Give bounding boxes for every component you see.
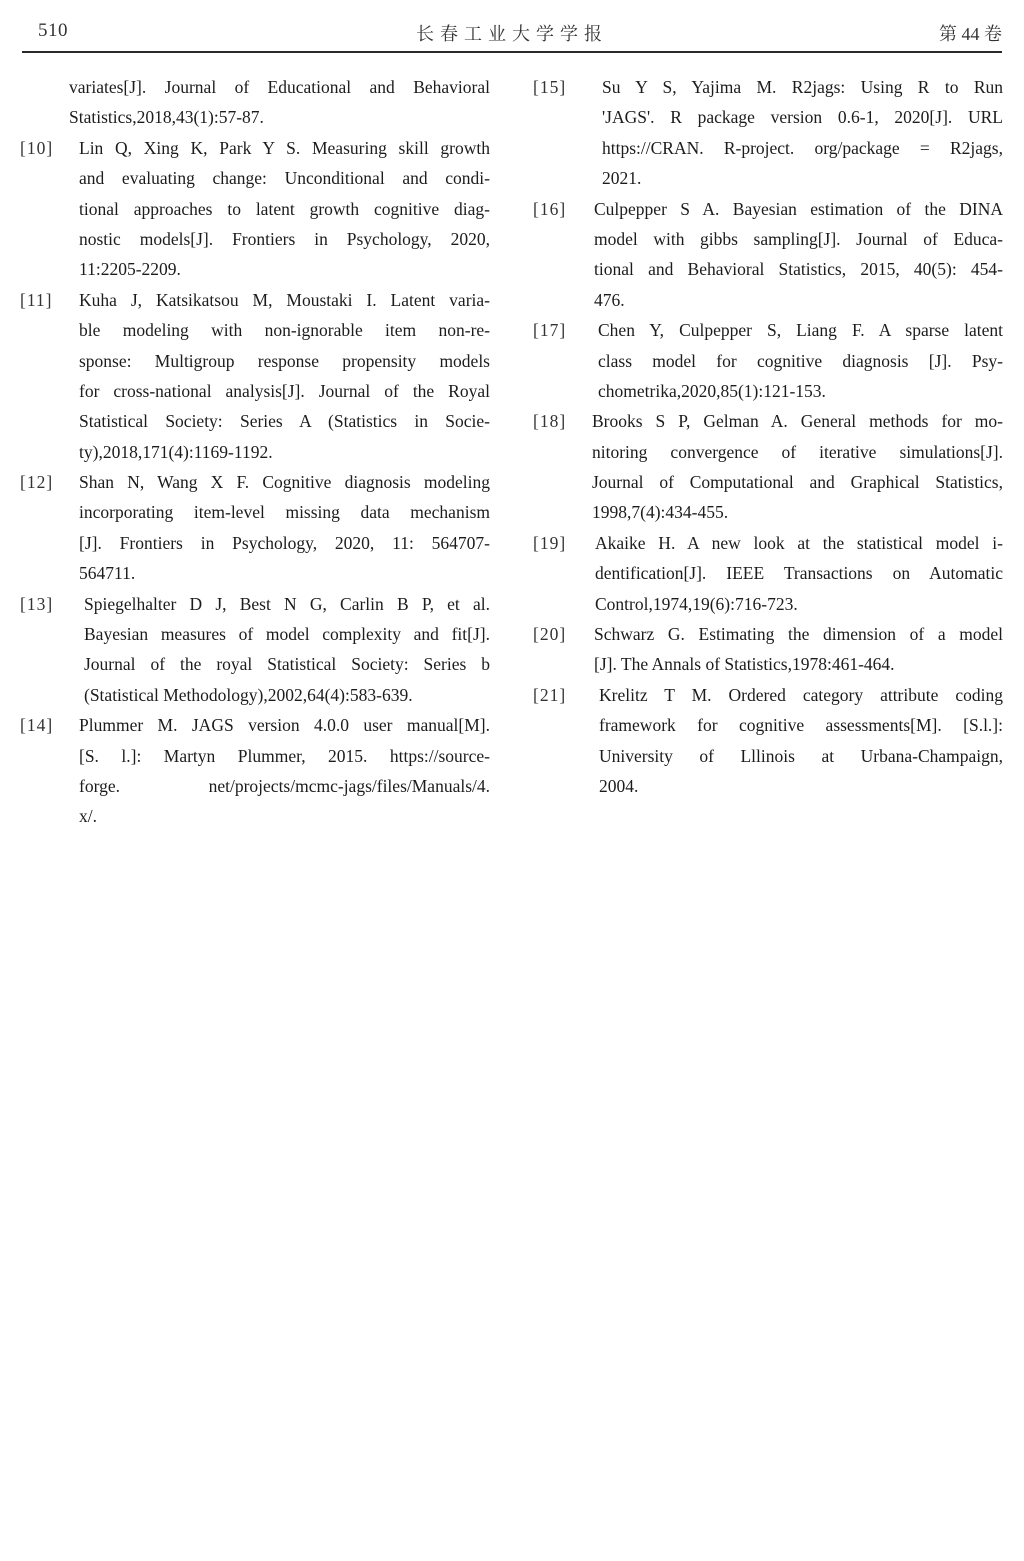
reference-number: [12] (20, 472, 54, 493)
reference-line: nitoring convergence of iterative simulations[J]. (592, 441, 1003, 462)
reference-line: Spiegelhalter D J, Best N G, Carlin B P, et al. (84, 593, 490, 614)
reference-line: for cross-national analysis[J]. Journal of the Royal (79, 380, 490, 401)
reference-entry (533, 406, 1003, 528)
reference-line: tional approaches to latent growth cognitive diag- (79, 198, 490, 219)
references-column-right (533, 72, 1003, 801)
reference-entry (20, 285, 490, 467)
reference-number: [18] (533, 411, 567, 432)
reference-text (20, 133, 490, 285)
reference-line: 'JAGS'. R package version 0.6-1, 2020[J]. URL (602, 107, 1003, 128)
reference-line: variates[J]. Journal of Educational and Behavioral (69, 77, 490, 97)
reference-line: Journal of the royal Statistical Society: Series b (84, 654, 490, 675)
reference-entry (533, 194, 1003, 316)
reference-line: Plummer M. JAGS version 4.0.0 user manual[M]. (79, 715, 490, 736)
page-number: 510 (38, 20, 68, 41)
reference-entry (20, 467, 490, 589)
reference-text (533, 72, 1003, 194)
reference-number: [14] (20, 715, 54, 736)
reference-entry (533, 619, 1003, 680)
reference-line: 11:2205-2209. (79, 259, 181, 280)
reference-text (533, 315, 1003, 406)
reference-text (20, 285, 490, 467)
reference-line: [S. l.]: Martyn Plummer, 2015. https://source- (79, 745, 490, 766)
reference-line: ty),2018,171(4):1169-1192. (79, 441, 273, 462)
reference-line: and evaluating change: Unconditional and condi- (79, 168, 490, 189)
reference-line: [J]. Frontiers in Psychology, 2020, 11: 564707- (79, 532, 490, 553)
reference-line: class model for cognitive diagnosis [J]. Psy- (598, 350, 1003, 371)
reference-line: 564711. (79, 563, 136, 584)
reference-line: Culpepper S A. Bayesian estimation of the DINA (594, 198, 1003, 219)
reference-line: Journal of Computational and Graphical Statistics, (592, 472, 1003, 493)
reference-line: Statistics,2018,43(1):57-87. (69, 107, 264, 128)
journal-title: 长春工业大学学报 (416, 24, 608, 44)
reference-line: Statistical Society: Series A (Statistics in Socie- (79, 411, 490, 432)
reference-entry (20, 72, 490, 133)
reference-entry (533, 72, 1003, 194)
reference-text (533, 194, 1003, 316)
references-column-left (20, 72, 490, 832)
reference-line: Schwarz G. Estimating the dimension of a model (594, 624, 1003, 645)
reference-line: Control,1974,19(6):716-723. (595, 593, 798, 614)
reference-line: Chen Y, Culpepper S, Liang F. A sparse latent (598, 320, 1003, 341)
reference-line: https://CRAN. R-project. org/package = R2jags, (602, 137, 1003, 158)
reference-line: [J]. The Annals of Statistics,1978:461-464. (594, 654, 895, 675)
reference-text (533, 528, 1003, 619)
reference-line: x/. (79, 806, 97, 827)
reference-line: tional and Behavioral Statistics, 2015, 40(5): 454- (594, 259, 1003, 280)
reference-number: [10] (20, 137, 54, 158)
reference-line: Shan N, Wang X F. Cognitive diagnosis modeling (79, 472, 490, 493)
reference-line: dentification[J]. IEEE Transactions on Automatic (595, 563, 1003, 584)
reference-line: Krelitz T M. Ordered category attribute coding (599, 684, 1003, 705)
reference-text (20, 589, 490, 711)
reference-number: [15] (533, 77, 567, 97)
reference-text (533, 406, 1003, 528)
reference-line: nostic models[J]. Frontiers in Psychology, 2020, (79, 228, 490, 249)
page-header (22, 0, 1002, 54)
header-rule (22, 51, 1002, 53)
reference-number: [17] (533, 320, 567, 341)
reference-number: [21] (533, 684, 567, 705)
reference-line: 2021. (602, 168, 642, 189)
reference-text (533, 619, 1003, 680)
reference-line: ble modeling with non-ignorable item non-re- (79, 320, 490, 341)
volume-label: 第 44 卷 (939, 24, 1002, 44)
reference-line: Bayesian measures of model complexity and fit[J]. (84, 624, 490, 645)
reference-line: Akaike H. A new look at the statistical model i- (595, 532, 1003, 553)
reference-line: (Statistical Methodology),2002,64(4):583-639. (84, 684, 413, 705)
reference-entry (533, 315, 1003, 406)
reference-line: chometrika,2020,85(1):121-153. (598, 380, 826, 401)
reference-entry (533, 528, 1003, 619)
reference-line: 1998,7(4):434-455. (592, 502, 729, 523)
reference-line: University of Lllinois at Urbana-Champaign, (599, 745, 1003, 766)
reference-line: Brooks S P, Gelman A. General methods for mo- (592, 411, 1003, 432)
reference-entry (20, 710, 490, 832)
reference-line: 2004. (599, 775, 639, 796)
reference-number: [19] (533, 532, 567, 553)
reference-number: [13] (20, 593, 54, 614)
reference-line: sponse: Multigroup response propensity models (79, 350, 490, 371)
reference-line: 476. (594, 289, 625, 310)
reference-line: framework for cognitive assessments[M]. [S.l.]: (599, 715, 1003, 736)
reference-line: incorporating item-level missing data mechanism (79, 502, 490, 523)
reference-number: [20] (533, 624, 567, 645)
reference-text (20, 467, 490, 589)
reference-number: [11] (20, 289, 53, 310)
reference-text (20, 710, 490, 832)
reference-text (533, 680, 1003, 802)
reference-line: forge. net/projects/mcmc-jags/files/Manuals/4. (79, 775, 490, 796)
reference-line: Lin Q, Xing K, Park Y S. Measuring skill growth (79, 137, 490, 158)
reference-line: model with gibbs sampling[J]. Journal of Educa- (594, 228, 1003, 249)
reference-entry (20, 133, 490, 285)
reference-line: Su Y S, Yajima M. R2jags: Using R to Run (602, 77, 1003, 97)
reference-entry (20, 589, 490, 711)
reference-number: [16] (533, 198, 567, 219)
reference-entry (533, 680, 1003, 802)
reference-text (20, 72, 490, 133)
reference-line: Kuha J, Katsikatsou M, Moustaki I. Latent varia- (79, 289, 490, 310)
